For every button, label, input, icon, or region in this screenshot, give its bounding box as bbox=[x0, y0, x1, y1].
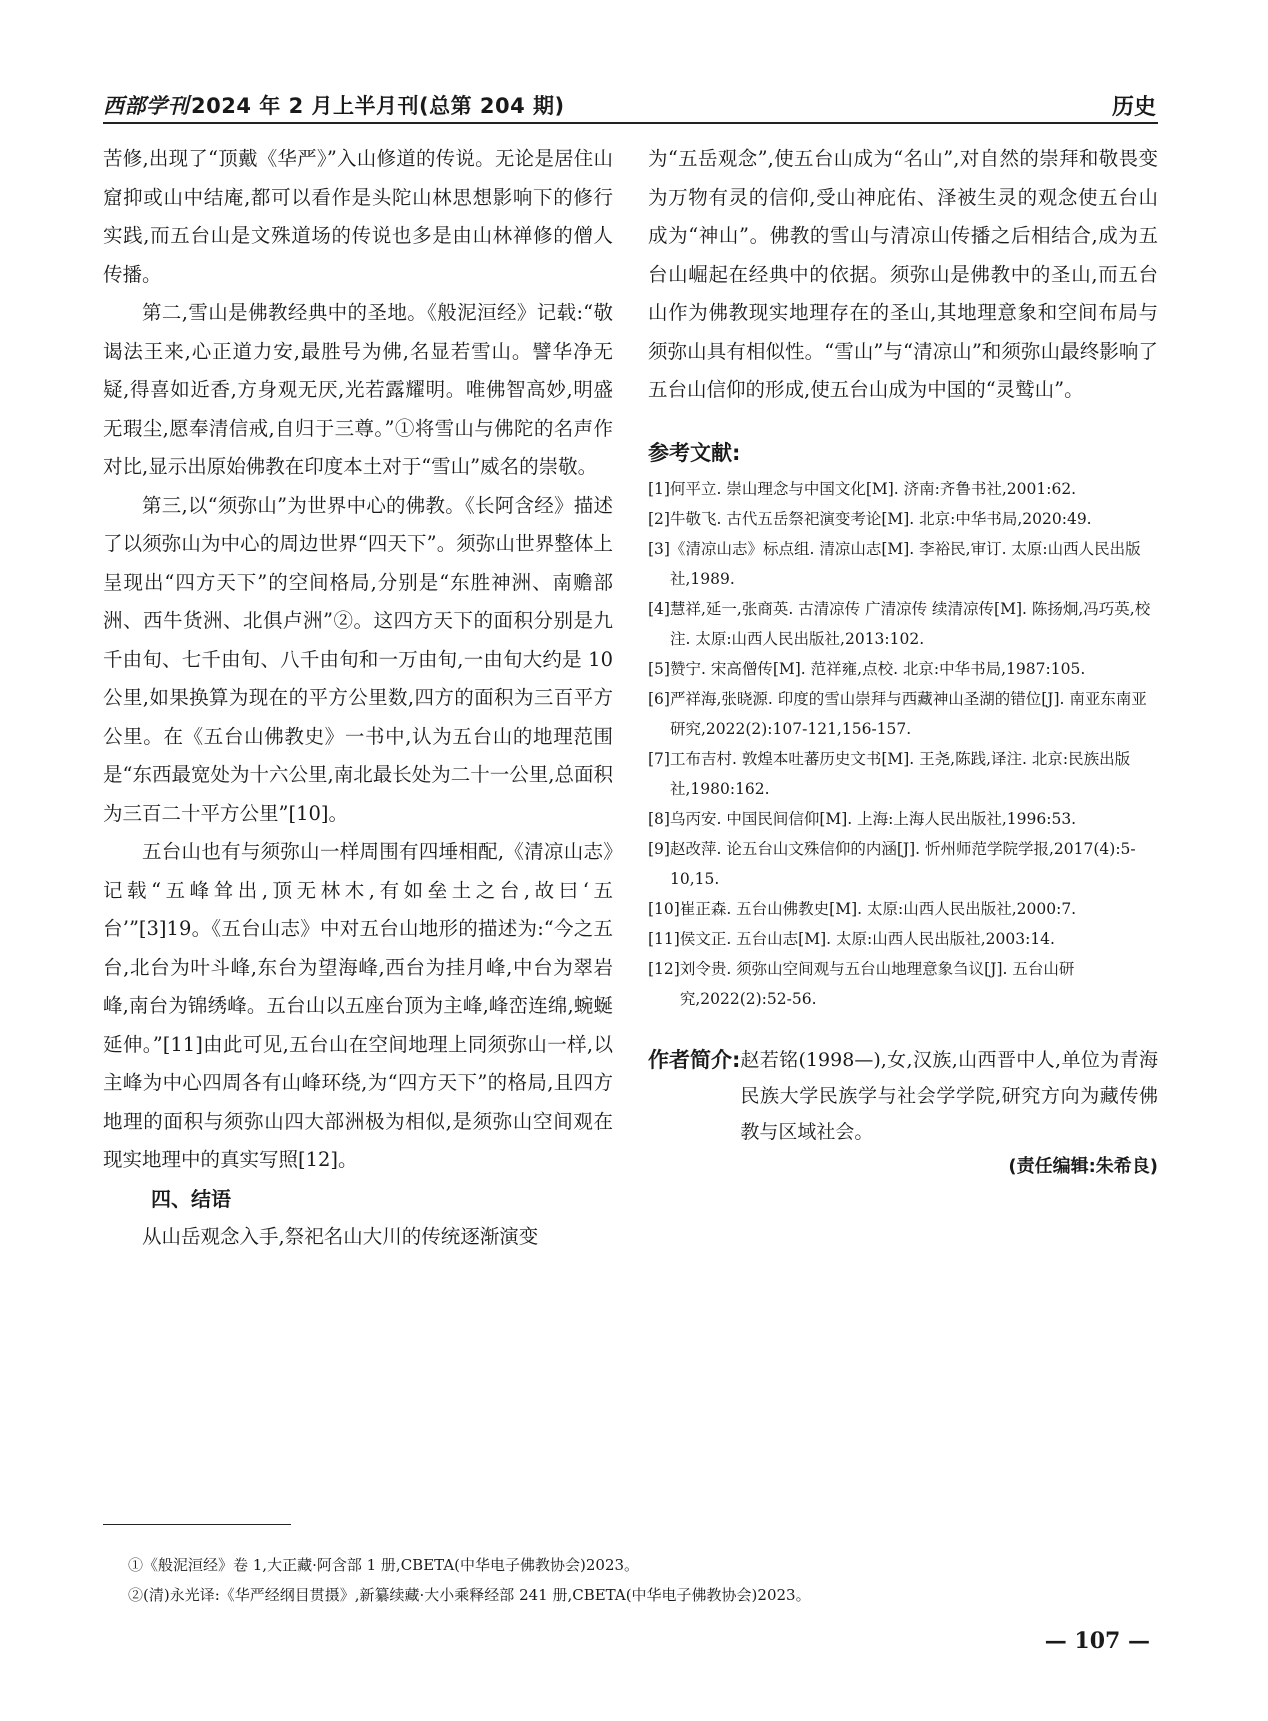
reference-text: 严祥海,张晓源. 印度的雪山崇拜与西藏神山圣湖的错位[J]. 南亚东南亚研究,2022(2):107-121,156-157. bbox=[669, 689, 1147, 738]
reference-item bbox=[648, 684, 1158, 744]
reference-text: 赞宁. 宋高僧传[M]. 范祥雍,点校. 北京:中华书局,1987:105. bbox=[669, 659, 1086, 678]
reference-number: [2] bbox=[648, 509, 670, 528]
author-label: 作者简介: bbox=[648, 1047, 741, 1072]
reference-text: 赵改萍. 论五台山文殊信仰的内涵[J]. 忻州师范学院学报,2017(4):5-10,15. bbox=[669, 839, 1136, 888]
footnote-item: ②(清)永光译:《华严经纲目贯摄》,新纂续藏·大小乘释经部 241 册,CBETA(中华电子佛教协会)2023。 bbox=[128, 1586, 811, 1604]
reference-text: 牛敬飞. 古代五岳祭祀演变考论[M]. 北京:中华书局,2020:49. bbox=[669, 509, 1092, 528]
footnotes bbox=[128, 1550, 1148, 1610]
footnote-item: ①《般泥洹经》卷 1,大正藏·阿含部 1 册,CBETA(中华电子佛教协会)2023。 bbox=[128, 1556, 640, 1574]
left-column bbox=[103, 140, 613, 1256]
reference-number: [12] bbox=[648, 959, 680, 978]
conclusion-paragraph: 为“五岳观念”,使五台山成为“名山”,对自然的崇拜和敬畏变为万物有灵的信仰,受山神庇佑、泽被生灵的观念使五台山成为“神山”。佛教的雪山与清凉山传播之后相结合,成为五台山崛起在经典中的依据。须弥山是佛教中的圣山,而五台山作为佛教现实地理存在的圣山,其地理意象和空间布局与须弥山具有相似性。“雪山”与“清凉山”和须弥山最终影响了五台山信仰的形成,使五台山成为中国的“灵鹫山”。 bbox=[648, 147, 1158, 401]
reference-number: [1] bbox=[648, 479, 670, 498]
reference-item bbox=[648, 954, 1158, 1014]
reference-text: 何平立. 崇山理念与中国文化[M]. 济南:齐鲁书社,2001:62. bbox=[669, 479, 1077, 498]
reference-text: 慧祥,延一,张商英. 古清凉传 广清凉传 续清凉传[M]. 陈扬炯,冯巧英,校注. 太原:山西人民出版社,2013:102. bbox=[669, 599, 1151, 648]
reference-item bbox=[648, 744, 1158, 804]
journal-issue bbox=[103, 90, 565, 120]
reference-text: 工布吉村. 敦煌本吐蕃历史文书[M]. 王尧,陈践,译注. 北京:民族出版社,1980:162. bbox=[669, 749, 1131, 798]
reference-number: [10] bbox=[648, 899, 680, 918]
reference-number: [6] bbox=[648, 689, 670, 708]
reference-text: 《清凉山志》标点组. 清凉山志[M]. 李裕民,审订. 太原:山西人民出版社,1989. bbox=[669, 539, 1141, 588]
footnote-divider bbox=[103, 1524, 291, 1525]
references-list bbox=[648, 474, 1158, 1014]
right-column bbox=[648, 140, 1158, 1184]
reference-text: 侯文正. 五台山志[M]. 太原:山西人民出版社,2003:14. bbox=[679, 929, 1055, 948]
body-paragraph: 五台山也有与须弥山一样周围有四埵相配,《清凉山志》记载“五峰耸出,顶无林木,有如垒土之台,故曰‘五台’”[3]19。《五台山志》中对五台山地形的描述为:“今之五台,北台为叶斗峰,东台为望海峰,西台为挂月峰,中台为翠岩峰,南台为锦绣峰。五台山以五座台顶为主峰,峰峦连绵,蜿蜒延伸。”[11]由此可见,五台山在空间地理上同须弥山一样,以主峰为中心四周各有山峰环绕,为“四方天下”的格局,且四方地理的面积与须弥山四大部洲极为相似,是须弥山空间观在现实地理中的真实写照[12]。 bbox=[103, 840, 613, 1171]
body-paragraph: 苦修,出现了“顶戴《华严》”入山修道的传说。无论是居住山窟抑或山中结庵,都可以看作是头陀山林思想影响下的修行实践,而五台山是文殊道场的传说也多是由山林禅修的僧人传播。 bbox=[103, 147, 613, 286]
reference-number: [7] bbox=[648, 749, 670, 768]
section-label: 历史 bbox=[1111, 95, 1156, 120]
reference-text: 刘令贵. 须弥山空间观与五台山地理意象刍议[J]. 五台山研究,2022(2):52-56. bbox=[679, 959, 1075, 1008]
author-text: 赵若铭(1998—),女,汉族,山西晋中人,单位为青海民族大学民族学与社会学学院,研究方向为藏传佛教与区域社会。 bbox=[740, 1048, 1158, 1143]
journal-logo: 西部学刊 bbox=[103, 93, 189, 118]
reference-item bbox=[648, 504, 1158, 534]
editor-credit: (责任编辑:朱希良) bbox=[1008, 1155, 1158, 1177]
reference-item bbox=[648, 894, 1158, 924]
page-number: — 107 — bbox=[1044, 1628, 1150, 1654]
body-paragraph: 第二,雪山是佛教经典中的圣地。《般泥洹经》记载:“敬谒法王来,心正道力安,最胜号为佛,名显若雪山。譬华净无疑,得喜如近香,方身观无厌,光若露耀明。唯佛智高妙,明盛无瑕尘,愿奉清信戒,自归于三尊。”①将雪山与佛陀的名声作对比,显示出原始佛教在印度本土对于“雪山”威名的崇敬。 bbox=[103, 301, 613, 478]
reference-item bbox=[648, 534, 1158, 594]
reference-number: [9] bbox=[648, 839, 670, 858]
reference-item bbox=[648, 804, 1158, 834]
reference-text: 乌丙安. 中国民间信仰[M]. 上海:上海人民出版社,1996:53. bbox=[669, 809, 1077, 828]
section-heading: 四、结语 bbox=[151, 1186, 231, 1211]
running-header bbox=[103, 88, 1158, 124]
reference-text: 崔正森. 五台山佛教史[M]. 太原:山西人民出版社,2000:7. bbox=[679, 899, 1077, 918]
body-paragraph: 从山岳观念入手,祭祀名山大川的传统逐渐演变 bbox=[142, 1224, 539, 1248]
reference-number: [11] bbox=[648, 929, 680, 948]
author-bio bbox=[648, 1042, 1158, 1150]
reference-item bbox=[648, 474, 1158, 504]
body-paragraph: 第三,以“须弥山”为世界中心的佛教。《长阿含经》描述了以须弥山为中心的周边世界“四天下”。须弥山世界整体上呈现出“四方天下”的空间格局,分别是“东胜神洲、南赡部洲、西牛货洲、北俱卢洲”②。这四方天下的面积分别是九千由旬、七千由旬、八千由旬和一万由旬,一由旬大约是 10 公里,如果换算为现在的平方公里数,四方的面积为三百平方公里。在《五台山佛教史》一书中,认为五台山的地理范围是“东西最宽处为十六公里,南北最长处为二十一公里,总面积为三百二十平方公里”[10]。 bbox=[103, 493, 613, 825]
reference-number: [4] bbox=[648, 599, 670, 618]
reference-number: [5] bbox=[648, 659, 670, 678]
reference-number: [8] bbox=[648, 809, 670, 828]
reference-item bbox=[648, 594, 1158, 654]
reference-item bbox=[648, 834, 1158, 894]
issue-label: 2024 年 2 月上半月刊(总第 204 期) bbox=[191, 94, 565, 118]
reference-item bbox=[648, 654, 1158, 684]
references-title: 参考文献: bbox=[648, 440, 741, 465]
reference-item bbox=[648, 924, 1158, 954]
reference-number: [3] bbox=[648, 539, 670, 558]
